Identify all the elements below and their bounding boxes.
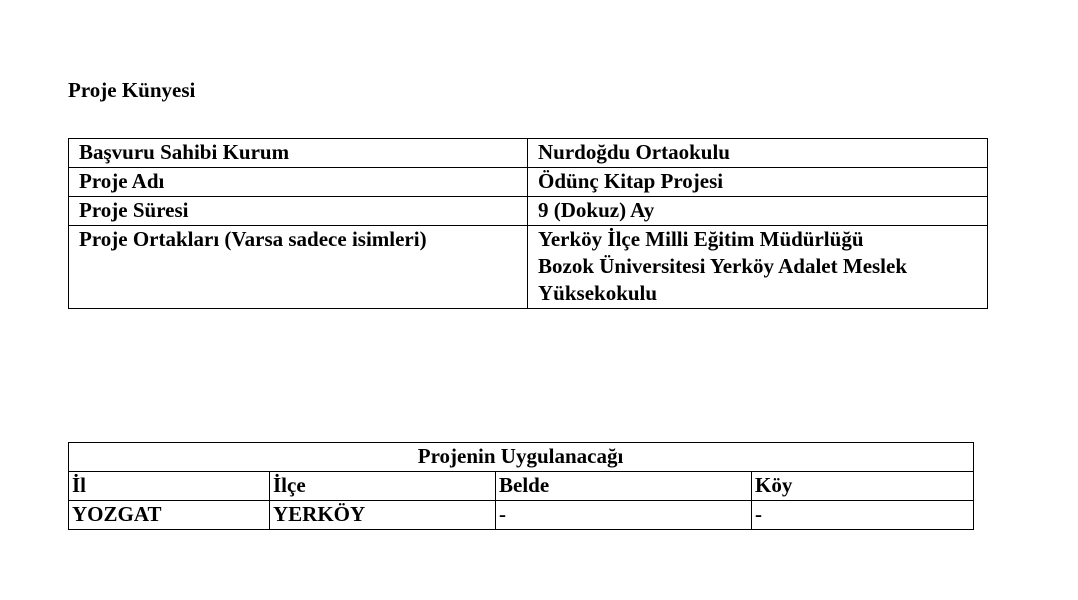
row-label-applicant: Başvuru Sahibi Kurum xyxy=(69,139,528,168)
header-town: Belde xyxy=(496,472,752,501)
page-heading: Proje Künyesi xyxy=(68,78,196,102)
header-village: Köy xyxy=(752,472,974,501)
cell-town: - xyxy=(496,501,752,530)
row-value-duration xyxy=(528,197,988,226)
table-header-row xyxy=(69,472,974,501)
row-value-project-name xyxy=(528,168,988,197)
row-label-partners: Proje Ortakları (Varsa sadece isimleri) xyxy=(69,226,528,309)
cell-province: YOZGAT xyxy=(69,501,270,530)
value-line: Ödünç Kitap Projesi xyxy=(538,169,724,193)
row-value-applicant xyxy=(528,139,988,168)
row-label-duration: Proje Süresi xyxy=(69,197,528,226)
header-district: İlçe xyxy=(270,472,496,501)
value-line: Yerköy İlçe Milli Eğitim Müdürlüğü xyxy=(538,227,864,251)
cell-district: YERKÖY xyxy=(270,501,496,530)
row-label-project-name: Proje Adı xyxy=(69,168,528,197)
value-line: Nurdoğdu Ortaokulu xyxy=(538,140,730,164)
row-value-partners xyxy=(528,226,988,309)
table-row xyxy=(69,226,988,309)
value-line: 9 (Dokuz) Ay xyxy=(538,198,655,222)
table-row xyxy=(69,501,974,530)
table-row xyxy=(69,197,988,226)
table-row xyxy=(69,139,988,168)
value-line: Yüksekokulu xyxy=(538,281,658,305)
location-table xyxy=(68,442,974,530)
project-info-table xyxy=(68,138,988,309)
table-row xyxy=(69,168,988,197)
location-table-title: Projenin Uygulanacağı xyxy=(69,443,974,472)
value-line: Bozok Üniversitesi Yerköy Adalet Meslek xyxy=(538,254,908,278)
table-row xyxy=(69,443,974,472)
header-province: İl xyxy=(69,472,270,501)
cell-village: - xyxy=(752,501,974,530)
